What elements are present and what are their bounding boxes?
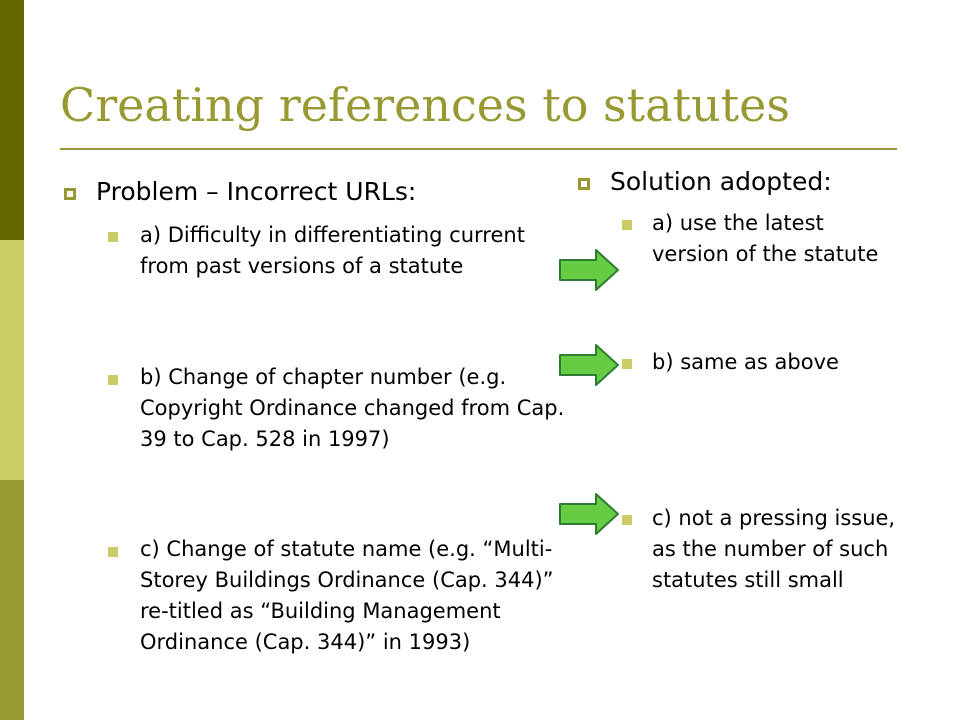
square-bullet-icon [108,375,118,385]
title-divider [60,148,897,150]
accent-strip-top [0,0,24,240]
solution-heading: Solution adopted: [610,167,832,196]
hollow-square-bullet-icon [64,188,76,200]
square-bullet-icon [622,515,632,525]
right-arrow-icon [558,248,620,292]
right-arrow-icon [558,343,620,387]
square-bullet-icon [622,220,632,230]
solution-item-a: a) use the latest version of the statute [652,211,879,266]
problem-item-c: c) Change of statute name (e.g. “Multi-Storey Buildings Ordinance (Cap. 344)” re-titled as “Building Management Ordinance (Cap. 344)” in 1993) [140,537,554,654]
solution-item-b: b) same as above [652,350,839,374]
hollow-square-bullet-icon [578,178,590,190]
square-bullet-icon [108,232,118,242]
accent-strip-bottom [0,480,24,720]
square-bullet-icon [108,547,118,557]
solution-item-c: c) not a pressing issue, as the number of such statutes still small [652,506,896,592]
accent-strip-middle [0,240,24,480]
problem-item-b: b) Change of chapter number (e.g. Copyright Ordinance changed from Cap. 39 to Cap. 528 in 1997) [140,365,565,451]
problem-item-a: a) Difficulty in differentiating current from past versions of a statute [140,223,525,278]
right-arrow-icon [558,492,620,536]
problem-heading: Problem – Incorrect URLs: [96,177,417,206]
square-bullet-icon [622,359,632,369]
slide-title: Creating references to statutes [60,78,790,132]
